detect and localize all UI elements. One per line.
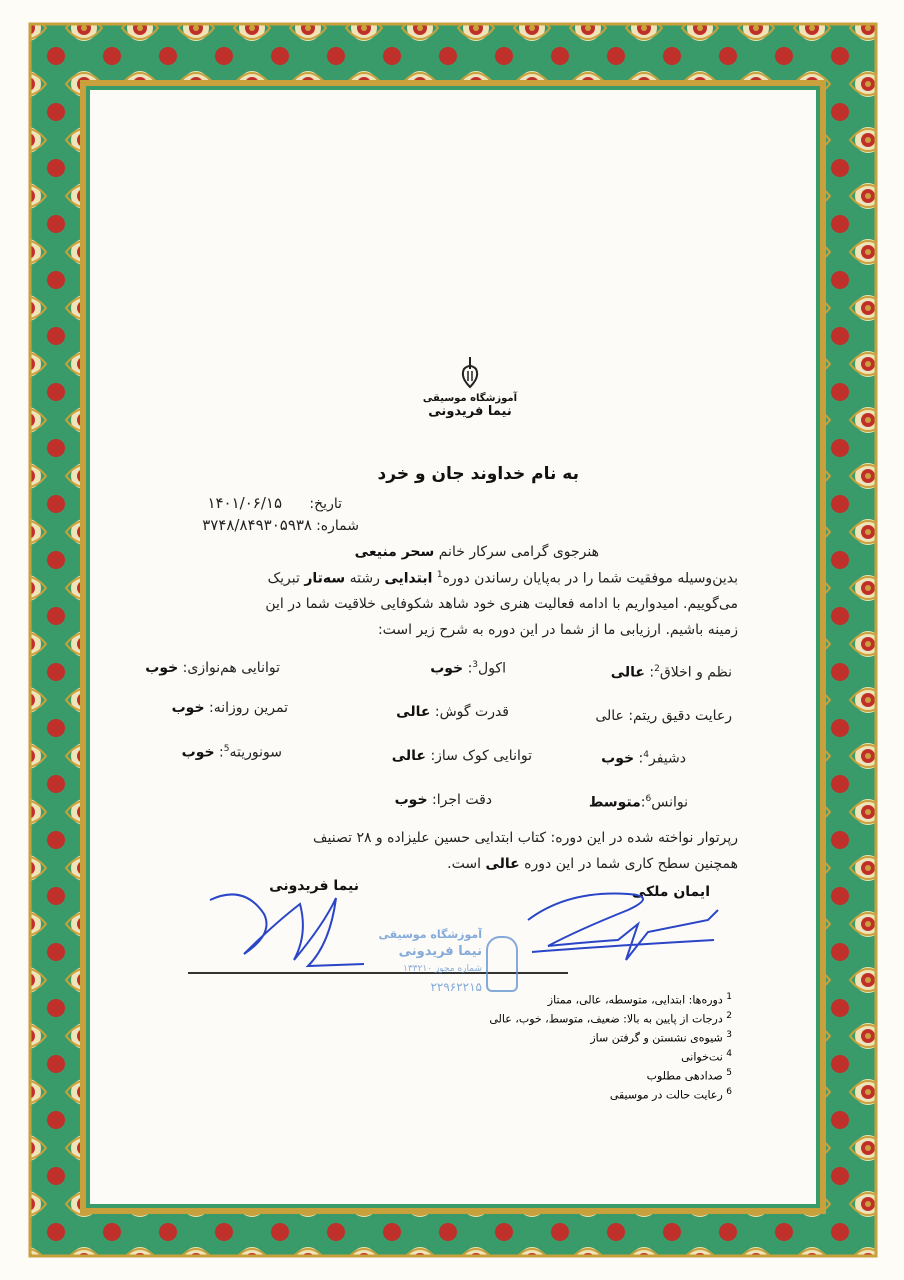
overall-level: عالی	[485, 856, 520, 872]
stamp-line4: ۲۲۹۶۲۲۱۵	[430, 980, 482, 994]
footnote: $^3$ شیوه‌ی نشستن و گرفتن ساز	[590, 1030, 732, 1045]
grade-ensemble: توانایی هم‌نوازی: خوب	[145, 660, 280, 676]
date-label: تاریخ:	[309, 496, 342, 512]
stamp-line3: شماره مجوز ۱۳۳۲۱۰	[403, 964, 482, 974]
body-l1-sup: 1	[436, 570, 443, 580]
grade-sightreading: دشیفر$^4$: خوب	[601, 750, 686, 767]
greeting-prefix: هنرجوی گرامی سرکار خانم	[438, 544, 599, 560]
body-line-1	[268, 570, 738, 587]
student-name: سحر منیعی	[354, 544, 435, 560]
grade-nuance: نوانس$^6$:متوسط	[588, 794, 688, 811]
body-l1e: تبریک	[267, 570, 300, 587]
signature-left	[204, 884, 374, 970]
body-l1a: بدین‌وسیله موفقیت شما را در به‌پایان رساندن دوره	[442, 570, 738, 587]
tar-icon	[458, 355, 482, 389]
school-logo	[420, 355, 520, 435]
signer-left-name: نیما فریدونی	[269, 878, 359, 894]
body-line-2: می‌گوییم. امیدواریم با ادامه فعالیت هنری خود شاهد شکوفایی خلاقیت شما در این	[265, 596, 738, 612]
footnote: $^1$ دوره‌ها: ابتدایی، متوسطه، عالی، ممتاز	[547, 992, 732, 1007]
footnote: $^6$ رعایت حالت در موسیقی	[609, 1087, 732, 1102]
grade-sonority: سونوریته$^5$: خوب	[181, 744, 282, 761]
footnote: $^5$ صدادهی مطلوب	[646, 1068, 732, 1083]
footnote: $^2$ درجات از پایین به بالا: ضعیف، متوسط، خوب، عالی	[489, 1011, 732, 1026]
body-l1c: رشته	[349, 570, 380, 587]
number-label: شماره:	[316, 518, 359, 534]
logo-line2: نیما فریدونی	[428, 404, 512, 419]
footnotes	[489, 992, 732, 1106]
grade-tuning: توانایی کوک ساز: عالی	[391, 748, 532, 764]
grade-discipline: نظم و اخلاق$^2$: عالی	[610, 664, 732, 681]
summary-line: همچنین سطح کاری شما در این دوره عالی است.	[447, 856, 738, 872]
signature-right	[508, 880, 728, 970]
instrument: سه‌تار	[304, 570, 346, 587]
signer-right-name: ایمان ملکی	[631, 884, 710, 900]
heading: به نام خداوند جان و خرد	[377, 464, 579, 484]
grade-practice: تمرین روزانه: خوب	[171, 700, 288, 716]
date-value: ۱۴۰۱/۰۶/۱۵	[207, 494, 282, 512]
greeting	[355, 544, 599, 560]
stamp-line2: نیما فریدونی	[398, 944, 482, 959]
footnote: $^4$ نت‌خوانی	[681, 1049, 732, 1064]
number-value: ۳۷۴۸/۸۴۹۳۰۵۹۳۸	[202, 516, 312, 534]
grade-ear: قدرت گوش: عالی	[396, 704, 509, 720]
grade-rhythm: رعایت دقیق ریتم: عالی	[595, 708, 732, 724]
body-line-3: زمینه باشیم. ارزیابی ما از شما در این دوره به شرح زیر است:	[377, 622, 738, 638]
course-level: ابتدایی	[384, 570, 433, 587]
repertoire-line: رپرتوار نواخته شده در این دوره: کتاب ابتدایی حسین علیزاده و ۲۸ تصنیف	[313, 830, 738, 846]
logo-line1: آموزشگاه موسیقی	[422, 393, 518, 404]
grade-posture: اکول$^3$: خوب	[430, 660, 506, 677]
grade-accuracy: دقت اجرا: خوب	[394, 792, 492, 808]
stamp-line1: آموزشگاه موسیقی	[378, 928, 482, 941]
